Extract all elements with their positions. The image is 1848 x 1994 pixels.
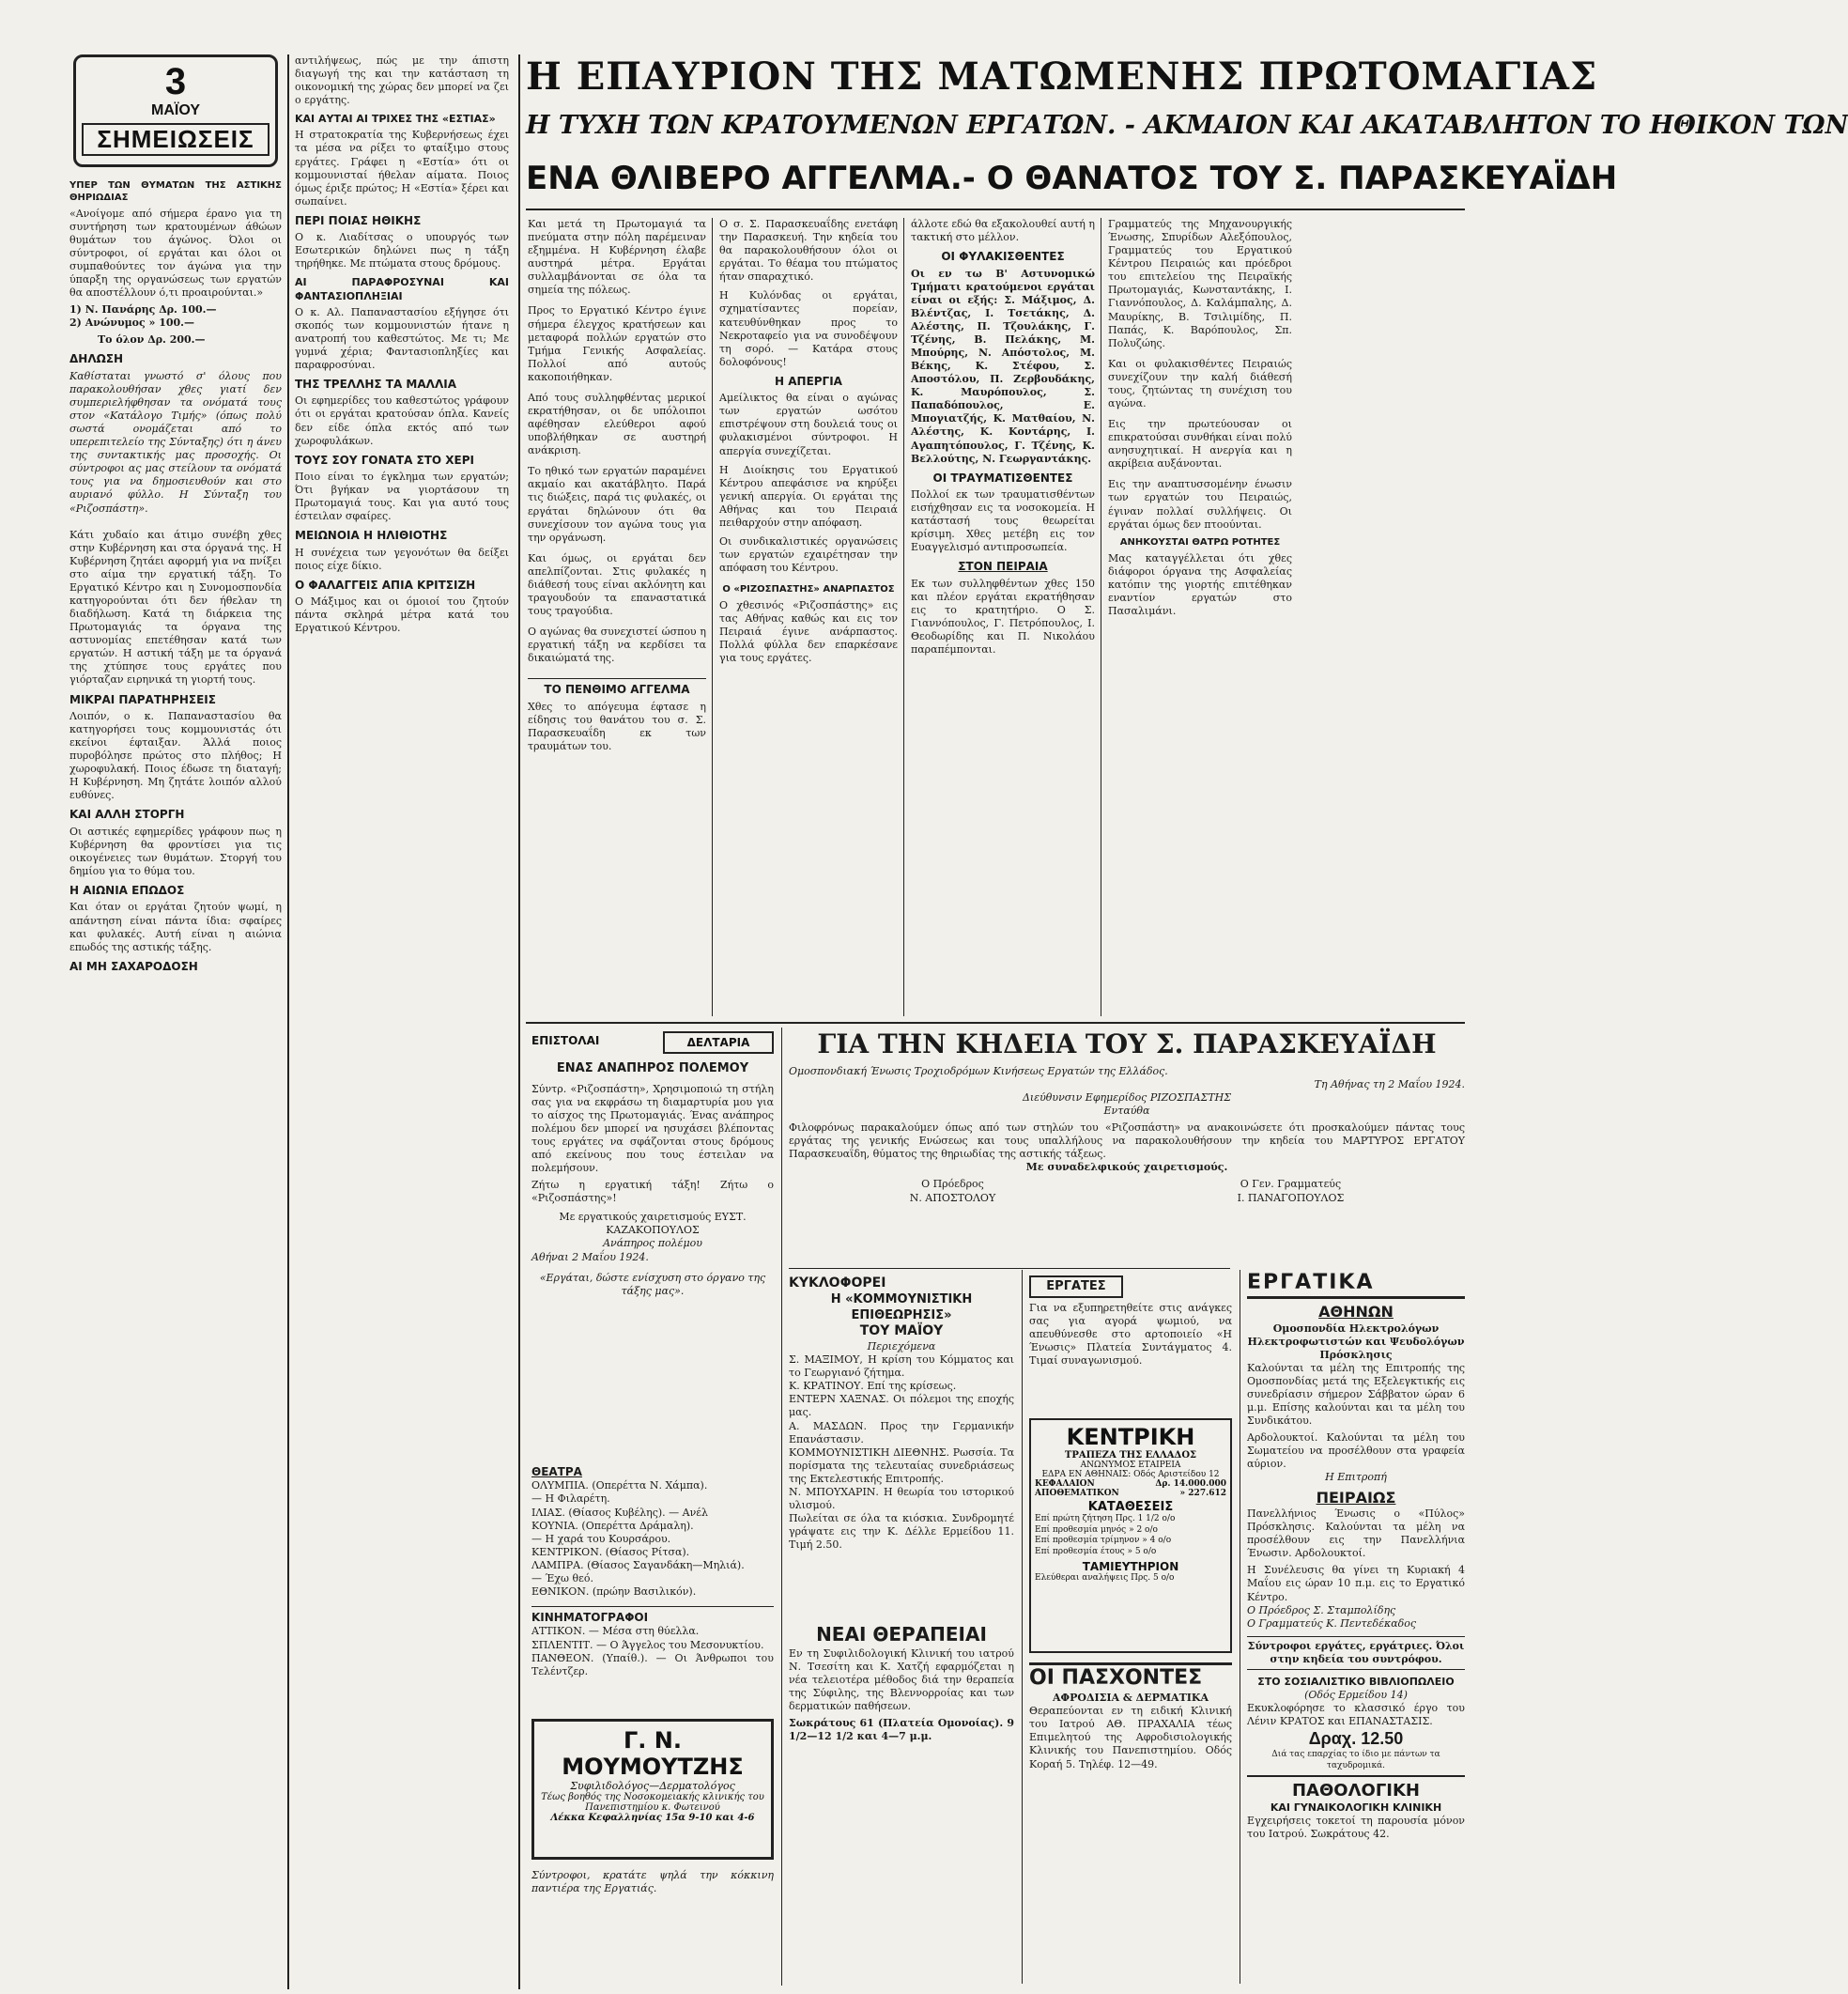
column-rule [1022,1270,1023,1984]
col4-paragraph: Αμείλικτος θα είναι ο αγώνας των εργατών ωσότου επιστρέψουν στη δουλειά τους οι φυλακισμένοι σύντροφοι. Η απεργία συνεχίζεται. [719,392,898,457]
col1-paragraph: Κάτι χυδαίο και άτιμο συνέβη χθες στην Κυβέρνηση και στα όργανά της. Η Κυβέρνηση ζητάει αφορμή για να πνίξει στο αίμα την εργατική τάξη. Το Εργατικό Κέντρο και η Συνομοσπονδία κατηγορούνται ότι δεν ήθελαν τη διαδήλωση. Κατά τη διάρκεια της Πρωτομαγιάς τα όργανα της αστυνομίας επετέθησαν κατά των εργατών. Η αστική τάξη με τα όργανά της χτύπησε τους εργάτες που γιόρταζαν ειρηνικά τη γιορτή τους. [69,528,282,687]
committee-sign: Η Επιτροπή [1325,1471,1387,1484]
column-rule [903,218,904,1016]
review-label: ΚΥΚΛΟΦΟΡΕΙ [789,1275,886,1291]
letter-signature-role: Ανάπηρος πολέμου [603,1237,702,1250]
cinemas-list [531,1625,774,1677]
col2-heading: ΤΗΣ ΤΡΕΛΛΗΣ ΤΑ ΜΑΛΛΙΑ [295,378,456,391]
theatres-block [531,1465,774,1709]
donation-total: Το όλον Δρ. 200.— [98,333,206,347]
funeral-call: Σύντροφοι εργάτες, εργάτριες. Όλοι στην κηδεία του συντρόφου. [1247,1636,1465,1670]
col4-heading: Ο «ΡΙΖΟΣΠΑΣΤΗΣ» ΑΝΑΡΠΑΣΤΟΣ [722,584,895,595]
col3-paragraph: Και όμως, οι εργάται δεν απελπίζονται. Στις φυλακές η διάθεσή τους είναι ακλόνητη και τραγουδούν τα επαναστατικά τους τραγούδια. [528,551,706,618]
cards-label: ΔΕΛΤΑΡΙΑ [663,1031,774,1054]
donation-line: 1) Ν. Πανάρης Δρ. 100.— [69,303,217,317]
col2-paragraph: Ποιο είναι το έγκλημα των εργατών; Ότι βγήκαν να γιορτάσουν τη Πρωτομαγιά τους. Και για αυτό τους έστειλαν σφαίρες. [295,471,509,523]
col3-paragraph: Από τους συλληφθέντας μερικοί εκρατήθησαν, οι δε υπόλοιποι αφέθησαν ελεύθεροι αφού υποβλήθηκαν σε αυστηρή ανάκριση. [528,391,706,457]
cinemas-title: ΚΙΝΗΜΑΤΟΓΡΑΦΟΙ [531,1606,774,1625]
deposit-rate: Επί πρώτη ζήτηση Πρς. 1 1/2 ο/ο [1035,1514,1176,1523]
therapies-title: ΝΕΑΙ ΘΕΡΑΠΕΙΑΙ [816,1623,987,1646]
column-rule [287,54,289,1989]
funeral-org: Ομοσπονδιακή Ένωσις Τροχιοδρόμων Κινήσεως Εργατών της Ελλάδος. [789,1064,1168,1077]
col4-paragraph: Η Διοίκησις του Εργατικού Κέντρου απεφάσισε να κηρύξει γενική απεργία. Οι εργάται της Αθήνας και του Πειραιά πειθαρχούν στην απόφαση. [719,463,898,529]
letter-paragraph: Ζήτω η εργατική τάξη! Ζήτω ο «Ριζοσπάστης»! [531,1179,774,1205]
col2-paragraph: Ο κ. Λιαδίτσας ο υπουργός των Εσωτερικών δηλώνει πως η τάξη τηρήθηκε. Με πτώματα στους δρόμους. [295,231,509,271]
col2-paragraph: Η συνέχεια των γεγονότων θα δείξει ποιος είχε δίκιο. [295,546,509,572]
funeral-greeting: Με συναδελφικούς χαιρετισμούς. [1025,1161,1228,1174]
letters-label: ΕΠΙΣΤΟΛΑΙ [531,1034,600,1047]
labour-banner: ΕΡΓΑΤΙΚΑ [1247,1270,1465,1299]
review-contents [789,1353,1014,1552]
review-ad [789,1275,1014,1614]
labour-paragraph: Η Συνέλευσις θα γίνει τη Κυριακή 4 Μαΐου εις ώραν 10 π.μ. εις το Εργατικό Κέντρο. [1247,1564,1465,1603]
clinic-title: ΟΙ ΠΑΣΧΟΝΤΕΣ [1029,1662,1232,1692]
col6-paragraph: Εις την πρωτεύουσαν οι επικρατούσαι συνθήκαι είναι πολύ ανησυχητικαί. Η ανεργία και η ακρίβεια αυξάνονται. [1108,418,1292,471]
col2-heading: ΜΕΙΩΝΟΙΑ Η ΗΛΙΘΙΟΤΗΣ [295,529,448,543]
theatre-listing: ΛΑΜΠΡΑ. (Θίασος Σαγανδάκη—Μηλιά). [531,1558,745,1571]
col4-paragraph: Ο χθεσινός «Ριζοσπάστης» εις τας Αθήνας καθώς και εις τον Πειραιά έγινε ανάρπαστος. Πολλά φύλλα δεν επαρκέσανε για τους εργάτες. [719,599,898,665]
bank-subtitle: ΤΡΑΠΕΖΑ ΤΗΣ ΕΛΛΑΔΟΣ [1064,1450,1197,1461]
col2-paragraph: αντιλήψεως, πώς με την άπιστη διαγωγή της και την κατάσταση τη οικονομική της χώρας δεν μπορεί να ζει ο εργάτης. [295,54,509,107]
col6-heading: ΑΝΗΚΟΥΣΤΑΙ ΘΑΤΡΩ ΡΟΤΗΤΕΣ [1119,536,1281,548]
col6-paragraph: Γραμματεύς της Μηχανουργικής Ένωσης, Σπυρίδων Αλεξόπουλος, Γραμματεύς του Εργατικού Κέντρου Πειραιώς και πρόεδροι του επιτελείου της Πειραϊκής Πρωτομαγιάς, Κωνσταντάκης, Ι. Γιαννόπουλος, Δ. Καλάμπαλης, Δ. Μαυρίκης, Β. Τσιλιμίδης, Π. Παπάς, Κ. Βαρόπουλος, Σπ. Πολυζώης. [1108,218,1292,349]
col1-heading: Η ΑΙΩΝΙΑ ΕΠΩΔΟΣ [69,884,185,898]
section-title: ΣΗΜΕΙΩΣΕΙΣ [82,123,270,156]
col1-heading: ΔΗΛΩΣΗ [69,352,124,366]
doctor-credentials: Τέως βοηθός της Νοσοκομειακής κλινικής του Πανεπιστημίου κ. Φωτεινού [541,1792,764,1813]
col2-heading: ΠΕΡΙ ΠΟΙΑΣ ΗΘΙΚΗΣ [295,213,422,227]
col1-heading: ΚΑΙ ΑΛΛΗ ΣΤΟΡΓΗ [69,808,185,822]
deposit-rates [1035,1514,1226,1558]
letter-note: «Εργάται, δώστε ενίσχυση στο όργανο της τάξης μας». [539,1271,766,1297]
col6-block [1108,218,1292,1016]
review-item: ΚΟΜΜΟΥΝΙΣΤΙΚΗ ΔΙΕΘΝΗΣ. Ρωσσία. Τα πορίσματα της τελευταίας συνεδριάσεως της Εκτελεστικής Επιτροπής. [789,1445,1014,1485]
date-day: 3 [164,61,187,102]
col6-paragraph: Μας καταγγέλλεται ότι χθες διάφοροι όργανα της Ασφαλείας κατόπιν της γιορτής επιτέθηκαν εναντίον εργατών στο Πασαλιμάνι. [1108,551,1292,617]
therapies-paragraph: Εν τη Συφιλιδολογική Κλινική του ιατρού Ν. Τσεσίτη και Κ. Χατζή εφαρμόζεται η νέα τελειοτέρα μέθοδος διά την θεραπεία της Σύφιλης, της Βλεννορροίας και των δερματικών παθήσεων. [789,1646,1014,1712]
secretary-sign: Ο Γραμματεύς Κ. Πεντεδέκαδος [1247,1616,1417,1630]
bank-address: ΕΔΡΑ ΕΝ ΑΘΗΝΑΙΣ: Οδός Αριστείδου 12 [1041,1470,1220,1479]
theatre-listing: ΚΕΝΤΡΙΚΟΝ. (Θίασος Ρίτσα). [531,1545,690,1558]
workers-ad [1029,1275,1232,1407]
theatre-listing: ΚΟΥΝΙΑ. (Οπερέττα Δράμαλη). [531,1519,694,1532]
therapies-address: Σωκράτους 61 (Πλατεία Ομονοίας). 9 1/2—12 1/2 και 4—7 μ.μ. [789,1716,1014,1743]
col5-paragraph: Εκ των συλληφθέντων χθες 150 και πλέον εργάται εκρατήθησαν εις το κρατητήριο. Ο Σ. Γιαννόπουλος, Γ. Πετρόπουλος, Ι. Θεοδωρίδης και Π. Νικολάου παραπέμπονται. [911,577,1095,657]
savings-rate: Ελεύθεραι αναλήψεις Πρς. 5 ο/ο [1035,1572,1175,1583]
sub-headline: Η ΤΥΧΗ ΤΩΝ ΚΡΑΤΟΥΜΕΝΩΝ ΕΡΓΑΤΩΝ. - ΑΚΜΑΙΟΝ ΚΑΙ ΑΚΑΤΑΒΛΗΤΟΝ ΤΟ ΗΘΙΚΟΝ ΤΩΝ [526,111,1848,140]
col6-paragraph: Και οι φυλακισθέντες Πειραιώς συνεχίζουν την καλή διάθεσή τους, ζητώντας τη συνέχιση του αγώνα. [1108,357,1292,410]
letter-date: Αθήναι 2 Μαΐου 1924. [531,1250,649,1263]
piraeus-heading: ΠΕΙΡΑΙΩΣ [1316,1488,1396,1507]
capital-value: Δρ. 14.000.000 [1155,1479,1226,1489]
col3-paragraph: Προς το Εργατικό Κέντρο έγινε σήμερα έλεγχος κρατήσεων και μεταφορά πολλών εργατών στο Τμήμα Γενικής Ασφαλείας. Πολλοί από αυτούς κακοποιήθηκαν. [528,304,706,383]
clinic-paragraph: Θεραπεύονται εν τη ειδική Κλινική του Ιατρού ΑΘ. ΠΡΑΧΑΛΙΑ τέως Επιμελητού της Αφροδισιολογικής Κλινικής του Πανεπιστημίου. Οδός Κοραή 5. Τηλέφ. 12—49. [1029,1705,1232,1770]
deposit-rate: Επί προθεσμία μηνός » 2 ο/ο [1035,1524,1158,1535]
president-sign: Ο Πρόεδρος Σ. Σταμπολίδης [1247,1603,1396,1616]
death-headline: ΕΝΑ ΘΛΙΒΕΡΟ ΑΓΓΕΛΜΑ.- Ο ΘΑΝΑΤΟΣ ΤΟΥ Σ. ΠΑΡΑΣΚΕΥΑΪΔΗ [526,160,1618,197]
deposit-rate: Επί προθεσμία έτους » 5 ο/ο [1035,1547,1157,1557]
col5-block [911,218,1095,1016]
labour-org: Ομοσπονδία Ηλεκτρολόγων Ηλεκτροφωτιστών και Ψευδολόγων [1247,1322,1465,1348]
cinema-listing: ΣΠΛΕΝΤΙΤ. — Ο Άγγελος του Μεσονυκτίου. [531,1638,764,1651]
secretary-label: Ο Γεν. Γραμματεύς [1240,1178,1342,1191]
col3-paragraph: Και μετά τη Πρωτομαγιά τα πνεύματα στην πόλη παρέμειναν εξημμένα. Η Κυβέρνηση έλαβε αυστηρά μέτρα. Εργάται συλλαμβάνονται σε όλα τα σημεία της πόλεως. [528,218,706,297]
col4-heading: Η ΑΠΕΡΓΙΑ [775,374,842,388]
price-note: Διά τας επαρχίας το ίδιο με πάντων τα ταχυδρομικά. [1271,1750,1440,1770]
labour-news [1247,1270,1465,1984]
funeral-notice [789,1028,1465,1262]
col1-heading: ΜΙΚΡΑΙ ΠΑΡΑΤΗΡΗΣΕΙΣ [69,692,216,706]
col1-paragraph: Λοιπόν, ο κ. Παπαναστασίου θα κατηγορήσει τους κομμουνιστάς ότι εκείνοι έφταιξαν. Άλλά ποιος πυροβόλησε πρώτος στο πλήθος; Η χωροφυλακή. Ποιος έδωσε τη διαταγή; Η Κυβέρνηση. Μη ζητάτε λοιπόν αλλού ευθύνες. [69,709,282,802]
funeral-local: Ενταύθα [1103,1105,1150,1118]
column-rule [781,1028,782,1986]
cinema-listing: ΑΤΤΙΚΟΝ. — Μέσα στη θύελλα. [531,1625,700,1638]
review-item: Κ. ΚΡΑΤΙΝΟΥ. Επί της κρίσεως. [789,1380,957,1393]
col2-heading: Ο ΦΑΛΑΓΓΕΙΣ ΑΠΙΑ ΚΡΙΤΣΙΖΗ [295,578,476,592]
theatre-listing: ΕΘΝΙΚΟΝ. (πρώην Βασιλικόν). [531,1584,697,1598]
clinic-subtitle: ΑΦΡΟΔΙΣΙΑ & ΔΕΡΜΑΤΙΚΑ [1052,1692,1209,1705]
secretary-name: Ι. ΠΑΝΑΓΟΠΟΥΛΟΣ [1237,1191,1345,1204]
book-price: Δραχ. 12.50 [1308,1729,1404,1749]
col5-heading: ΟΙ ΦΥΛΑΚΙΣΘΕΝΤΕΣ [941,250,1065,264]
theatre-listing: ΙΛΙΑΣ. (Θίασος Κυβέλης). — Ανέλ [531,1506,708,1519]
funeral-date: Τη Αθήνας τη 2 Μαΐου 1924. [1314,1077,1465,1090]
letters-tabs [531,1031,774,1056]
review-item: Ν. ΜΠΟΥΧΑΡΙΝ. Η θεωρία του ιστορικού υλισμού. [789,1485,1014,1511]
bookshop-title: ΣΤΟ ΣΟΣΙΑΛΙΣΤΙΚΟ ΒΙΒΛΙΟΠΩΛΕΙΟ [1257,1675,1455,1688]
col1-paragraph: «Ανοίγομε από σήμερα έρανο για τη συντήρηση των κρατουμένων άθώων θυμάτων του άγώνος. Όλοι οι σύντροφοι, οί εργάται και όλοι οι συμπαθούντες τον άγώνα για την ύπαρξη της οργανώσεως των εργατών θα αποστέλλουν ό,τι προαιρούνται.» [69,207,282,300]
bank-type: ΑΝΩΝΥΜΟΣ ΕΤΑΙΡΕΙΑ [1080,1461,1181,1470]
col1-paragraph: Οι αστικές εφημερίδες γράφουν πως η Κυβέρνηση θα φροντίσει για τις οικογένειες των θυμάτων. Στοργή του δημίου για το θύμα του. [69,825,282,878]
col1-heading: ΑΙ ΜΗ ΣΑΧΑΡΟΔΟΣΗ [69,959,198,973]
savings-title: ΤΑΜΙΕΥΤΗΡΙΟΝ [1082,1559,1179,1573]
col3-paragraph: Ο αγώνας θα συνεχιστεί ώσπου η εργατική τάξη να κερδίσει τα δικαιώματά της. [528,626,706,665]
headline-rule [526,209,1465,210]
doctor-specialty: Συφιλιδολόγος—Δερματολόγος [570,1780,735,1792]
funeral-to: Διεύθυνσιν Εφημερίδος ΡΙΖΟΣΠΑΣΤΗΣ [1022,1090,1232,1104]
review-title: Η «ΚΟΜΜΟΥΝΙΣΤΙΚΗ ΕΠΙΘΕΩΡΗΣΙΣ» [830,1291,973,1322]
athens-heading: ΑΘΗΝΩΝ [1318,1303,1394,1322]
col4-paragraph: Η Κυλόνδας οι εργάται, σχηματίσαντες πορείαν, κατευθύνθηκαν προς το Νεκροταφείο για να συνοδέψουν τη σορό. — Κατάρα στους δολοφόνους! [719,289,898,368]
president-name: Ν. ΑΠΟΣΤΟΛΟΥ [909,1191,996,1204]
col1-paragraph: Και όταν οι εργάται ζητούν ψωμί, η απάντηση είναι πάντα ίδια: σφαίρες και φυλακές. Αυτή είναι η αιώνια επωδός της αστικής τάξης. [69,901,282,953]
review-month: ΤΟΥ ΜΑΪΟΥ [859,1323,944,1339]
column-rule [518,54,520,1989]
date-box [73,54,278,167]
col3-paragraph: Χθες το απόγευμα έφτασε η είδησις του θανάτου του σ. Σ. Παρασκευαΐδη εκ των τραυμάτων του. [528,700,706,753]
col5-paragraph: Οι εν τω Β' Αστυνομικώ Τμήματι κρατούμενοι εργάται είναι οι εξής: Σ. Μάξιμος, Δ. Βλέντζας, Ι. Τσετάκης, Δ. Αλέστης, Π. Τζουλάκης, Γ. Τζένης, Β. Πελάκης, Μ. Μπούρης, Ν. Απόστολος, Μ. Βέκης, Κ. Στέφου, Σ. Αποστόλου, Π. Ζερβουδάκης, Κ. Μαυρόπουλος, Σ. Παπαδόπουλος, Ε. Μπογιατζής, Κ. Ματθαίου, Ν. Αλέστης, Κ. Κοντάρης, Ι. Αγαπητόπουλος, Γ. Τζένης, Κ. Βελλούτης, Ν. Γεωργαντάκης. [911,267,1095,465]
bookshop-paragraph: Εκυκλοφόρησε το κλασσικό έργο του Λένιν ΚΡΑΤΟΣ και ΕΠΑΝΑΣΤΑΣΙΣ. [1247,1702,1465,1728]
labour-paragraph: Καλούνται τα μέλη της Επιτροπής της Ομοσπονδίας μετά της Εξελεγκτικής εις συνεδρίασιν σήμερον Σάββατον ώραν 6 μ.μ. Επίσης καλούνται και τα μέλη του Συνδικάτου. [1247,1361,1465,1428]
review-item: Πωλείται σε όλα τα κιόσκια. Συνδρομητέ γράψατε εις την Κ. Δέλλε Ερμείδου 11. Τιμή 2.50. [789,1512,1014,1552]
col2-paragraph: Οι εφημερίδες του καθεστώτος γράφουν ότι οι εργάται κρατούσαν όπλα. Κανείς δεν είδε όπλα εκτός από των χωροφυλάκων. [295,394,509,447]
doctor-ad [531,1719,774,1860]
labour-paragraph: Πανελλήνιος Ένωσις ο «Πύλος» Πρόσκλησις. Καλούνται τα μέλη να προσέλθουν εις την Πανελλήνια Ένωσιν. Αρδολουκτοί. [1247,1507,1465,1560]
theatre-listing: — Η Φιλαρέτη. [531,1492,610,1506]
main-headline: Η ΕΠΑΥΡΙΟΝ ΤΗΣ ΜΑΤΩΜΕΝΗΣ ΠΡΩΤΟΜΑΓΙΑΣ [526,54,1598,99]
col2-paragraph: Η στρατοκρατία της Κυβερνήσεως έχει τα μέσα να ρίξει το φταίξιμο στους εργάτες. Γράφει η «Εστία» ότι οι κομμουνισταί ήθελαν αίματα. Ποιος όμως έριξε πρώτος; Η «Εστία» ξέρει και σωπαίνει. [295,129,509,208]
letter-block [531,1061,774,1456]
clinic2-title: ΠΑΘΟΛΟΓΙΚΗ [1247,1775,1465,1801]
donation-line: 2) Ανώνυμος » 100.— [69,317,195,330]
theatres-title: ΘΕΑΤΡΑ [531,1465,582,1478]
col5-heading: ΟΙ ΤΡΑΥΜΑΤΙΣΘΕΝΤΕΣ [932,471,1073,485]
column-rule [712,218,713,1016]
col1-block [69,175,282,1987]
doctor-name: Γ. Ν. ΜΟΥΜΟΥΤΖΗΣ [562,1727,744,1780]
review-item: Σ. ΜΑΞΙΜΟΥ, Η κρίση του Κόμματος και το Γεωργιανό ζήτημα. [789,1353,1014,1380]
review-contents-label: Περιεχόμενα [867,1340,936,1353]
reserves-value: » 227.612 [1179,1489,1226,1498]
col1-paragraph: Καθίσταται γνωστό σ' όλους που παρακολουθήσαν χθες γιατί δεν συμπεριελήφθησαν τα ονόματά τους στον «Κατάλογο Τιμής» (όπως πολύ σωστά ονομάζεται από το υπερεπιτελείο της Σύνταξης) ότι η άνευ της συντακτικής μας προσοχής. Οι σύντροφοι ας μας στείλουν τα ονόματά τους για να δημοσιευθούν και στο αυριανό φύλλο. Η Σύνταξη του «Ριζοσπάστη». [69,369,282,515]
col2-paragraph: Ο κ. Αλ. Παπαναστασίου εξήγησε ότι σκοπός των κομμουνιστών ήτανε η ανατροπή του καθεστώτος. Με τι; Με γυμνά χέρια; Φαντασιοπληξίες και παραφροσύναι. [295,305,509,371]
closing-note: Σύντροφοι, κρατάτε ψηλά την κόκκινη παντιέρα της Εργατιάς. [531,1869,774,1895]
therapies-ad [789,1623,1014,1848]
col3-paragraph: Το ηθικό των εργατών παραμένει ακμαίο και ακατάβλητο. Παρά τις διώξεις, παρά τις φυλακές, οι εργάται δηλώνουν ότι θα συνεχίσουν τον αγώνα τους για την οργάνωση. [528,465,706,544]
bank-ad [1029,1418,1232,1653]
theatre-listing: — Έχω θεό. [531,1571,593,1584]
col5-heading: ΣΤΟΝ ΠΕΙΡΑΙΑ [958,560,1048,574]
col2-heading: ΚΑΙ ΑΥΤΑΙ ΑΙ ΤΡΙΧΕΣ ΤΗΣ «ΕΣΤΙΑΣ» [295,113,496,126]
col4-paragraph: Ο σ. Σ. Παρασκευαΐδης ενετάφη την Παρασκευή. Την κηδεία του θα παρακολουθήσουν όλοι οι εργάται. Το θέαμα του πτώματος ήταν σπαραχτικό. [719,218,898,284]
funeral-paragraph: Φιλοφρόνως παρακαλούμεν όπως από των στηλών του «Ριζοσπάστη» να ανακοινώσετε ότι προσκαλούμεν πάντας τους εργάτας της γενικής Ενώσεως και τους υπαλλήλους να παρακολουθήσουν την κηδεία του ΜΑΡΤΥΡΟΣ ΕΡΓΑΤΟΥ Παρασκευαΐδη, θύματος της θηριωδίας της αστικής τάξεως. [789,1121,1465,1161]
letter-signature: Με εργατικούς χαιρετισμούς ΕΥΣΤ. ΚΑΖΑΚΟΠΟΥΛΟΣ [559,1211,747,1237]
reserves-label: ΑΠΟΘΕΜΑΤΙΚΟΝ [1035,1489,1119,1498]
labour-paragraph: Αρδολουκτοί. Καλούνται τα μέλη του Σωματείου να προσέλθουν στα γραφεία αύριον. [1247,1431,1465,1471]
clinic2-subtitle: ΚΑΙ ΓΥΝΑΙΚΟΛΟΓΙΚΗ ΚΛΙΝΙΚΗ [1270,1801,1442,1815]
col5-paragraph: Πολλοί εκ των τραυματισθέντων εισήχθησαν εις τα νοσοκομεία. Η κατάστασή τους θεωρείται κρίσιμη. Χθες μετέβη εις τον Ευαγγελισμό αντιπροσωπεία. [911,488,1095,554]
col3-block [528,218,706,1016]
funeral-title: ΓΙΑ ΤΗΝ ΚΗΔΕΙΑ ΤΟΥ Σ. ΠΑΡΑΣΚΕΥΑΪΔΗ [817,1028,1437,1059]
col3-heading: ΤΟ ΠΕΝΘΙΜΟ ΑΓΓΕΛΜΑ [528,678,706,697]
date-month: ΜΑΪΟΥ [151,102,200,118]
col2-paragraph: Ο Μάξιμος και οι όμοιοί του ζητούν πάντα σκληρά μέτρα κατά του Εργατικού Κέντρου. [295,595,509,635]
workers-paragraph: Για να εξυπηρετηθείτε στις ανάγκες σας για αγορά ψωμιού, να απευθύνεσθε στο αρτοποιείο «Η Ένωσις» Πλατεία Συντάγματος 4. Τιμαί συναγωνισμού. [1029,1302,1232,1368]
section-rule [526,1022,1465,1024]
bookshop-address: (Οδός Ερμείδου 14) [1304,1688,1408,1701]
col1-heading: ΥΠΕΡ ΤΩΝ ΘΥΜΑΤΩΝ ΤΗΣ ΑΣΤΙΚΗΣ ΘΗΡΙΩΔΙΑΣ [69,180,282,203]
deposits-title: ΚΑΤΑΘΕΣΕΙΣ [1087,1500,1174,1514]
bank-title: ΚΕΝΤΡΙΚΗ [1066,1424,1195,1450]
col2-heading: ΤΟΥΣ ΣΟΥ ΓΟΝΑΤΑ ΣΤΟ ΧΕΡΙ [295,453,475,467]
col6-paragraph: Εις την αναπτυσσομένην ένωσιν των εργατών του Πειραιώς, έγιναν πολλαί συλλήψεις. Οι εργάται όμως δεν πτοούνται. [1108,478,1292,531]
col5-paragraph: άλλοτε εδώ θα εξακολουθεί αυτή η τακτική στο μέλλον. [911,218,1095,244]
review-item: Α. ΜΑΣΔΩΝ. Προς την Γερμανικήν Επανάστασιν. [789,1419,1014,1445]
doctor-address: Λέκκα Κεφαλληνίας 15α 9-10 και 4-6 [550,1813,755,1823]
col2-block [295,54,509,1989]
col4-paragraph: Οι συνδικαλιστικές οργανώσεις των εργατών εχαιρέτησαν την απόφαση του Κέντρου. [719,535,898,575]
review-item: ΕΝΤΕΡΝ ΧΑΞΝΑΣ. Οι πόλεμοι της εποχής μας. [789,1393,1014,1419]
invitation-label: Πρόσκλησις [1319,1348,1393,1361]
col4-block [719,218,898,1016]
president-label: Ο Πρόεδρος [921,1178,984,1191]
letter-title: ΕΝΑΣ ΑΝΑΠΗΡΟΣ ΠΟΛΕΜΟΥ [556,1061,749,1075]
section-rule [789,1268,1230,1269]
capital-label: ΚΕΦΑΛΑΙΟΝ [1035,1479,1095,1489]
clinic-ad [1029,1662,1232,1850]
theatre-listing: — Η χαρά του Κουρσάρου. [531,1532,671,1545]
letter-paragraph: Σύντρ. «Ριζοσπάστη», Χρησιμοποιώ τη στήλη σας για να εκφράσω τη διαμαρτυρία μου για το αίσχος της Πρωτομαγιάς. Ένας ανάπηρος πολέμου δεν μπορεί να ησυχάσει βλέποντας τους εργάτες να σφάζονται στους δρόμους από εκείνους που τους έστειλαν να πολεμήσουν. [531,1082,774,1175]
deposit-rate: Επί προθεσμία τρίμηνον » 4 ο/ο [1035,1536,1172,1546]
theatre-listing: ΟΛΥΜΠΙΑ. (Οπερέττα Ν. Χάμπα). [531,1479,708,1492]
theatres-list [531,1479,774,1599]
col2-heading: ΑΙ ΠΑΡΑΦΡΟΣΥΝΑΙ ΚΑΙ ΦΑΝΤΑΣΙΟΠΛΗΞΙΑΙ [295,276,509,302]
workers-title: ΕΡΓΑΤΕΣ [1029,1275,1123,1298]
cinema-listing: ΠΑΝΘΕΟΝ. (Υπαίθ.). — Οι Άνθρωποι του Τελέντζερ. [531,1651,774,1677]
clinic2-paragraph: Εγχειρήσεις τοκετοί τη παρουσία μόνον του Ιατρού. Σωκράτους 42. [1247,1815,1465,1841]
